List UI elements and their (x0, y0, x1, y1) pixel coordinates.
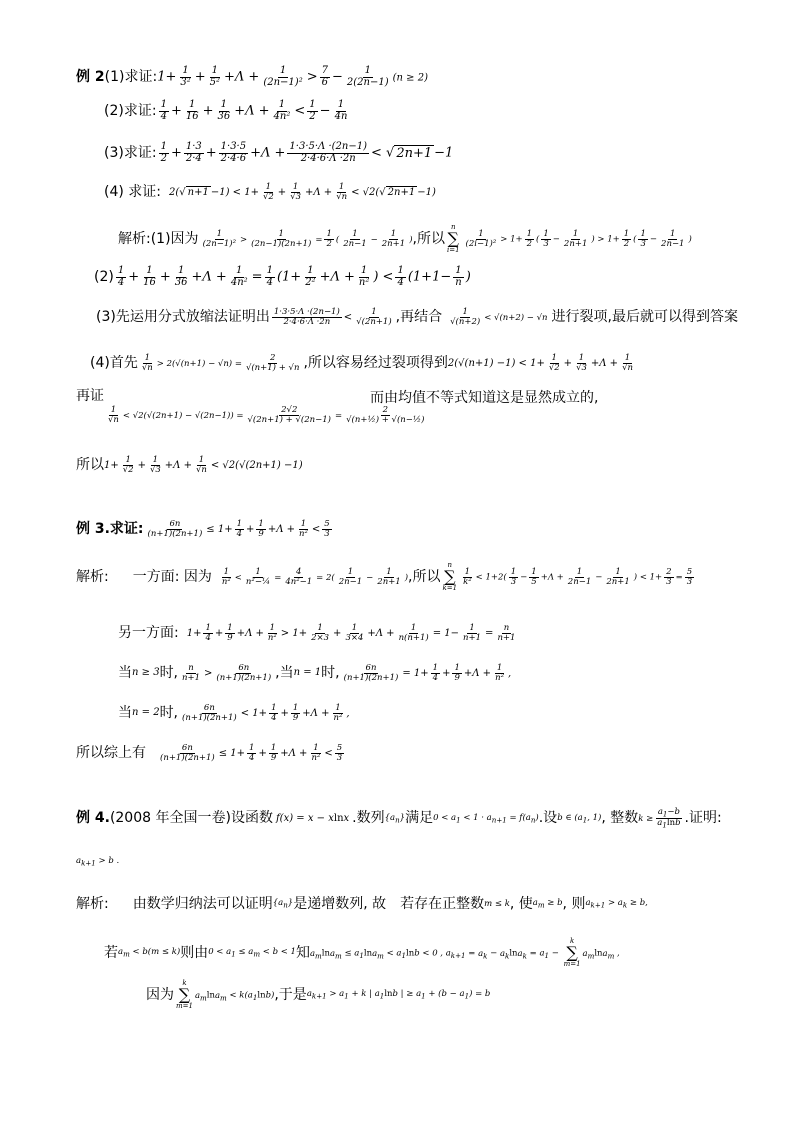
ex2-p1-label: (1)求证: (104, 68, 158, 85)
ex2-sol2-formula: $\frac{1}{4}$ + $\frac{1}{16}$ + $\frac{1}{36}$ +Λ + $\frac{1}{\text{4n²}}$ = $\frac{1}{4}$ (1+ $\frac{1}{\text{2²}}$ +Λ + $\frac{1}{\text{n²}}$ ) < $\frac{1}{4}$ (1+1− $\frac{1}{n}$ ) (117, 265, 471, 288)
ex2-sol4-text-a: (4)首先 (90, 355, 138, 372)
ex2-sol4 (90, 354, 637, 373)
ex4-conclusion: $a_{k+1} > b$ . (76, 856, 120, 868)
ex2-sol3-text-a: (3)先运用分式放缩法证明出 (96, 309, 270, 326)
ex2-part3 (104, 142, 453, 164)
ex3-sol1-so: ,所以 (408, 568, 441, 585)
ex2-sol1-so: ,所以 (412, 230, 445, 247)
ex2-sol-label: 解析:(1)因为 (118, 230, 199, 247)
ex2-p2-label: (2)求证: (104, 102, 157, 119)
ex2-sol4-text-b: ,所以容易经过裂项得到 (303, 355, 448, 372)
ex3-summary: 所以综上有 $\frac{6n}{(n+1)(2n+1)}$ ≤ 1+ $\frac{1}{4}$ + $\frac{1}{9}$ +Λ + $\frac{1}{\text{n²}}$ < $\frac{5}{3}$ (76, 744, 346, 763)
ex3-sol4-formula: $\frac{6n}{(n+1)(2n+1)}$ < 1+ $\frac{1}{4}$ + $\frac{1}{9}$ +Λ + $\frac{1}{\text{n²}}$ , (182, 703, 350, 723)
ex3-statement (76, 520, 334, 539)
ex3-sol1-formula-a: $\frac{1}{\text{n²}}$ < $\frac{1}{\text{n²−¼}}$ = $\frac{4}{\text{4n²−1}}$ = 2( $\frac{1}{2n-1}$ − $\frac{1}{2n+1}$ ) (221, 566, 409, 587)
ex4-sol1: 解析: 由数学归纳法可以证明 $\{a_n\}$ 是递增数列, 故 若存在正整数 m ≤ k , 使 $a_m \ge b$ , 则 $a_{k+1} > a_k \ge b$, (76, 896, 648, 912)
ex4-statement: 例 4. (2008 年全国一卷)设函数 f(x) = x − xlnx .数列 $\{a_n\}$ 满足 $0 < a_1 < 1 \cdot a_{n+1} = f(a_n)$ .设 b ∈ ($a_1$, 1) , 整数 k ≥ $\frac{a_1-b}{a_1\ln b}$ .证明: (76, 807, 722, 830)
ex2-sol4-final-formula: 1+ $\frac{1}{√2}$ + $\frac{1}{√3}$ +Λ + $\frac{1}{√n}$ < √2(√(2n+1) −1) (104, 455, 303, 475)
ex4-sol3: 因为 k ∑ m=1 $a_m\ln a_m < k(a_1\ln b)$ ,于是 $a_{k+1} > a_1 + k$ | $a_1\ln b$ | ≥ $a_1 + (b - a_1) = b$ (146, 979, 491, 1010)
ex2-sol4-re: 再证 (76, 388, 104, 404)
ex2-sol4-formula-b: 2(√(n+1) −1) < 1+ $\frac{1}{√2}$ + $\frac{1}{√3}$ +Λ + $\frac{1}{√n}$ (447, 353, 633, 373)
ex3-sol3-formula-a: $\frac{n}{n+1}$ > $\frac{6n}{(n+1)(2n+1)}$ (182, 663, 272, 683)
ex2-sol4-tail: 而由均值不等式知道这是显然成立的, (370, 390, 599, 406)
ex3-title: 例 3.求证: (76, 521, 144, 538)
ex2-part4 (104, 183, 436, 202)
ex2-sol4-final (76, 456, 303, 475)
ex2-p3-label: (3)求证: (104, 144, 157, 161)
ex2-sol3-text-b: ,再结合 (395, 309, 443, 326)
ex2-sol4-final-label: 所以 (76, 457, 104, 474)
ex3-sol1-formula-b: n ∑ k=1 $\frac{1}{\text{k²}}$ < 1+2( $\frac{1}{3}$ − $\frac{1}{5}$ +Λ + $\frac{1}{2n-1}$ − $\frac{1}{2n+1}$ ) < 1+ $\frac{2}{3}$ = $\frac{5}{3}$ (442, 561, 693, 592)
ex2-p3-formula: $\frac{1}{2}$ + $\frac{1\cdot 3}{2\cdot 4}$ + $\frac{1\cdot 3\cdot 5}{2\cdot 4\cdot 6}$ +Λ + $\frac{1\cdot 3\cdot 5\cdot\Lambda \cdot(2n-1)}{2\cdot 4\cdot 6\cdot\Lambda \cdot 2n}$ < √ 2n+1 −1 (160, 141, 454, 164)
ex3-sol4: 当 n = 2 时, $\frac{6n}{(n+1)(2n+1)}$ < 1+ $\frac{1}{4}$ + $\frac{1}{9}$ +Λ + $\frac{1}{\text{n²}}$ , (118, 703, 350, 723)
ex3-formula: $\frac{6n}{(n+1)(2n+1)}$ ≤ 1+ $\frac{1}{4}$ + $\frac{1}{9}$ +Λ + $\frac{1}{\text{n²}}$ < $\frac{5}{3}$ (147, 519, 330, 539)
ex3-sol-label: 解析: (76, 568, 109, 585)
ex2-sol3-formula-b: $\frac{1}{√(n+2)}$ < √(n+2) − √n (450, 307, 548, 327)
ex2-sol4-recheck (76, 388, 104, 405)
ex2-sol2-label: (2) (94, 268, 114, 285)
ex2-sol2 (94, 266, 471, 288)
ex3-other-side: 另一方面: (118, 625, 179, 642)
ex2-p4-formula: 2(√ n+1 −1) < 1+ $\frac{1}{√2}$ + $\frac{1}{√3}$ +Λ + $\frac{1}{√n}$ < √2(√ 2n+1 −1) (169, 182, 436, 202)
ex2-sol4-formula-a: $\frac{1}{√n}$ > 2(√(n+1) − √n) = $\frac{2}{√(n+1) + √n}$ (141, 353, 300, 373)
ex3-sol2-formula: 1+ $\frac{1}{4}$ + $\frac{1}{9}$ +Λ + $\frac{1}{\text{n²}}$ > 1+ $\frac{1}{2\times 3}$ + $\frac{1}{3\times 4}$ +Λ + $\frac{1}{n(n+1)}$ = 1− $\frac{1}{n+1}$ = $\frac{n}{n+1}$ (186, 623, 516, 643)
ex2-part2 (104, 100, 351, 122)
ex2-sol3 (96, 308, 738, 327)
ex3-sol1 (76, 562, 696, 592)
ex3-summary-formula: $\frac{6n}{(n+1)(2n+1)}$ ≤ 1+ $\frac{1}{4}$ + $\frac{1}{9}$ +Λ + $\frac{1}{\text{n²}}$ < $\frac{5}{3}$ (160, 743, 343, 763)
ex2-p2-formula: $\frac{1}{4}$ + $\frac{1}{16}$ + $\frac{1}{36}$ +Λ + $\frac{1}{\text{4n²}}$ < $\frac{1}{2}$ − $\frac{1}{4n}$ (160, 99, 348, 122)
ex2-sol1 (118, 224, 692, 254)
ex2-sol1-formula-a: $\frac{1}{\text{(2n−1)²}}$ > $\frac{1}{(2n-1)(2n+1)}$ = $\frac{1}{2}$ ( $\frac{1}{2n-1}$ − $\frac{1}{2n+1}$ ) (202, 228, 413, 249)
ex3-one-side: 一方面: 因为 (132, 568, 212, 585)
ex2-sol4-recheck-formula: $\frac{1}{√n}$ < √2(√(2n+1) − √(2n−1)) = $\frac{2√2}{√(2n+1) + √(2n-1)}$ = $\frac{2}{\text{√(n+½) + √(n−½)}}$ (108, 405, 425, 425)
ex2-sol3-formula-a: $\frac{1\cdot 3\cdot 5\cdot\Lambda \cdot(2n-1)}{2\cdot 4\cdot 6\cdot\Lambda \cdot 2n}$ < $\frac{1}{√(2n+1)}$ (273, 307, 392, 327)
ex4-sol2: 若 $a_m < b(m \le k)$ 则由 $0 < a_1 \le a_m < b < 1$ 知 $a_m\ln a_m \le a_1\ln a_m < a_1\ln b < 0$ , $a_{k+1} = a_k - a_k\ln a_k = a_1$ − k ∑ m=1 $a_m\ln a_m$ , (104, 937, 620, 968)
ex2-title: 例 2 (76, 68, 105, 85)
ex3-sol3-formula-b: $\frac{6n}{(n+1)(2n+1)}$ = 1+ $\frac{1}{4}$ + $\frac{1}{9}$ +Λ + $\frac{1}{\text{n²}}$ , (343, 663, 512, 683)
ex2-sol1-formula-b: n ∑ i=1 $\frac{1}{\text{(2i−1)²}}$ > 1+ $\frac{1}{2}$ ( $\frac{1}{3}$ − $\frac{1}{2n+1}$ ) > 1+ $\frac{1}{2}$ ( $\frac{1}{3}$ − $\frac{1}{2n-1}$ ) (446, 223, 692, 254)
ex2-sol3-text-c: 进行裂项,最后就可以得到答案 (551, 309, 738, 326)
ex2-p1-formula: 1+ $\frac{1}{\text{3²}}$ + $\frac{1}{\text{5²}}$ +Λ + $\frac{1}{\text{(2n−1)²}}$ > $\frac{7}{6}$ − $\frac{1}{2(2n-1)}$ (n ≥ 2) (157, 65, 428, 88)
ex3-sol2 (118, 624, 519, 643)
ex2-p4-label: (4) 求证: (104, 184, 161, 201)
ex4-title: 例 4. (76, 810, 110, 827)
ex3-sol3: 当 n ≥ 3 时, $\frac{n}{n+1}$ > $\frac{6n}{(n+1)(2n+1)}$ ,当 n = 1 时, $\frac{6n}{(n+1)(2n+1)}$ = 1+ $\frac{1}{4}$ + $\frac{1}{9}$ +Λ + $\frac{1}{\text{n²}}$ , (118, 663, 512, 683)
ex2-part1 (76, 66, 428, 88)
